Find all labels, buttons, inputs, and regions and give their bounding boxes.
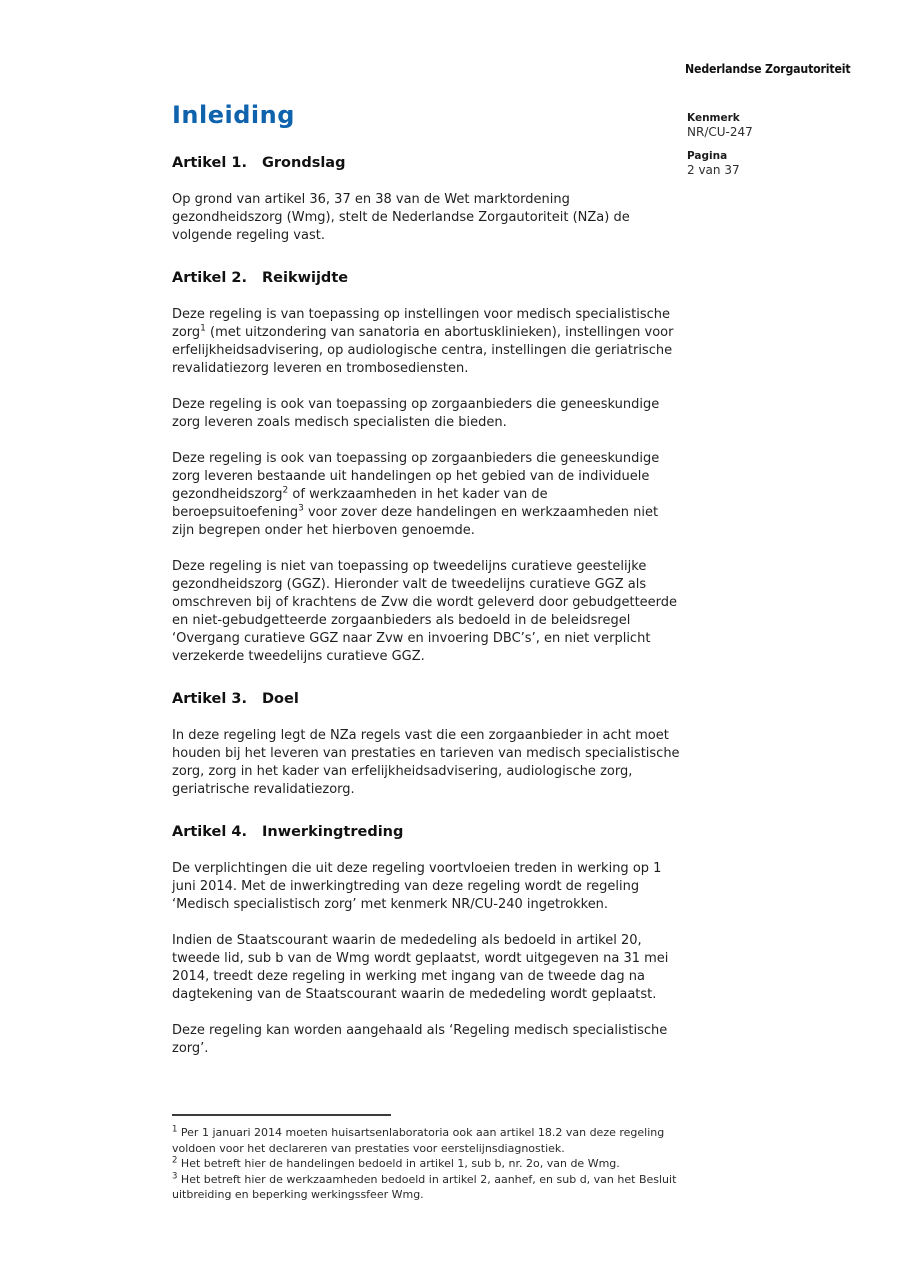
main-content: [172, 100, 680, 1076]
organization-logo-text: Nederlandse Zorgautoriteit: [685, 61, 851, 76]
paragraph: Deze regeling is niet van toepassing op tweedelijns curatieve geestelijke gezondheidszorg (GGZ). Hieronder valt de tweedelijns curatieve GGZ als omschreven bij of krachtens de Zvw die wordt geleverd door gebudgetteerde en niet-gebudgetteerde zorgaanbieders als bedoeld in de beleidsregel ‘Overgang curatieve GGZ naar Zvw en invoering DBC’s’, en niet verplicht verzekerde tweedelijns curatieve GGZ.: [172, 559, 678, 664]
footnotes-section: [172, 1114, 682, 1203]
page-title: Inleiding: [172, 101, 295, 129]
paragraph: Indien de Staatscourant waarin de mededeling als bedoeld in artikel 20, tweede lid, sub b van de Wmg wordt geplaatst, wordt uitgegeven na 31 mei 2014, treedt deze regeling in werking met ingang van de tweede dag na dagtekening van de Staatscourant waarin de mededeling wordt geplaatst.: [172, 933, 669, 1002]
paragraph: Deze regeling is ook van toepassing op zorgaanbieders die geneeskundige zorg leveren bestaande uit handelingen op het gebied van de individuele gezondheidszorg$^2$ of werkzaamheden in het kader van de beroepsuitoefening$^3$ voor zover deze handelingen en werkzaamheden niet zijn begrepen onder het hierboven genoemde.: [172, 451, 660, 538]
footnote-marker: 1: [172, 1124, 178, 1135]
footnote: $^1$ Per 1 januari 2014 moeten huisartsenlaboratoria ook aan artikel 18.2 van deze regeling voldoen voor het declareren van prestaties voor eerstelijnsdiagnostiek.: [172, 1124, 665, 1155]
paragraph: De verplichtingen die uit deze regeling voortvloeien treden in werking op 1 juni 2014. Met de inwerkingtreding van deze regeling wordt de regeling ‘Medisch specialistisch zorg’ met kenmerk NR/CU-240 ingetrokken.: [172, 861, 662, 912]
footnote-reference: 2: [282, 485, 289, 496]
pagina-label: Pagina: [687, 150, 728, 162]
footnote-list: [172, 1125, 682, 1203]
footnote-reference: 1: [200, 323, 206, 334]
article-title: Grondslag: [261, 155, 346, 171]
article-heading: [172, 690, 680, 708]
paragraph: Deze regeling is van toepassing op instellingen voor medisch specialistische zorg$^1$ (met uitzondering van sanatoria en abortusklinieken), instellingen voor erfelijkheidsadvisering, op audiologische centra, instellingen die geriatrische revalidatiezorg leveren en trombosediensten.: [172, 307, 674, 376]
article-number: Artikel 1.: [172, 155, 247, 171]
article-title: Reikwijdte: [261, 270, 349, 286]
meta-sidebar: [687, 112, 857, 188]
footnote-reference: 3: [298, 503, 304, 514]
pagina-block: [687, 150, 857, 178]
paragraph: Op grond van artikel 36, 37 en 38 van de Wet marktordening gezondheidszorg (Wmg), stelt de Nederlandse Zorgautoriteit (NZa) de volgende regeling vast.: [172, 192, 630, 243]
footnote: $^3$ Het betreft hier de werkzaamheden bedoeld in artikel 2, aanhef, en sub d, van het Besluit uitbreiding en beperking werkingssfeer Wmg.: [172, 1170, 677, 1201]
article-title: Inwerkingtreding: [261, 824, 404, 840]
article-heading: [172, 154, 680, 172]
article-heading: [172, 823, 680, 841]
kenmerk-block: [687, 112, 857, 140]
articles-container: [172, 154, 680, 1058]
kenmerk-label: Kenmerk: [687, 112, 740, 124]
article-number: Artikel 2.: [172, 270, 247, 286]
paragraph: Deze regeling is ook van toepassing op zorgaanbieders die geneeskundige zorg leveren zoals medisch specialisten die bieden.: [172, 397, 660, 430]
article-heading: [172, 269, 680, 287]
paragraph: In deze regeling legt de NZa regels vast die een zorgaanbieder in acht moet houden bij het leveren van prestaties en tarieven van medisch specialistische zorg, zorg in het kader van erfelijkheidsadvisering, audiologische zorg, geriatrische revalidatiezorg.: [172, 728, 680, 797]
article-number: Artikel 4.: [172, 824, 247, 840]
footnote-marker: 3: [172, 1170, 178, 1181]
kenmerk-value: NR/CU-247: [687, 125, 753, 139]
footnote-separator: [172, 1114, 391, 1116]
footnote: $^2$ Het betreft hier de handelingen bedoeld in artikel 1, sub b, nr. 2o, van de Wmg.: [172, 1155, 620, 1170]
article-number: Artikel 3.: [172, 691, 247, 707]
footnote-marker: 2: [172, 1155, 178, 1166]
pagina-value: 2 van 37: [687, 163, 740, 177]
article-title: Doel: [261, 691, 299, 707]
paragraph: Deze regeling kan worden aangehaald als ‘Regeling medisch specialistische zorg’.: [172, 1023, 668, 1056]
